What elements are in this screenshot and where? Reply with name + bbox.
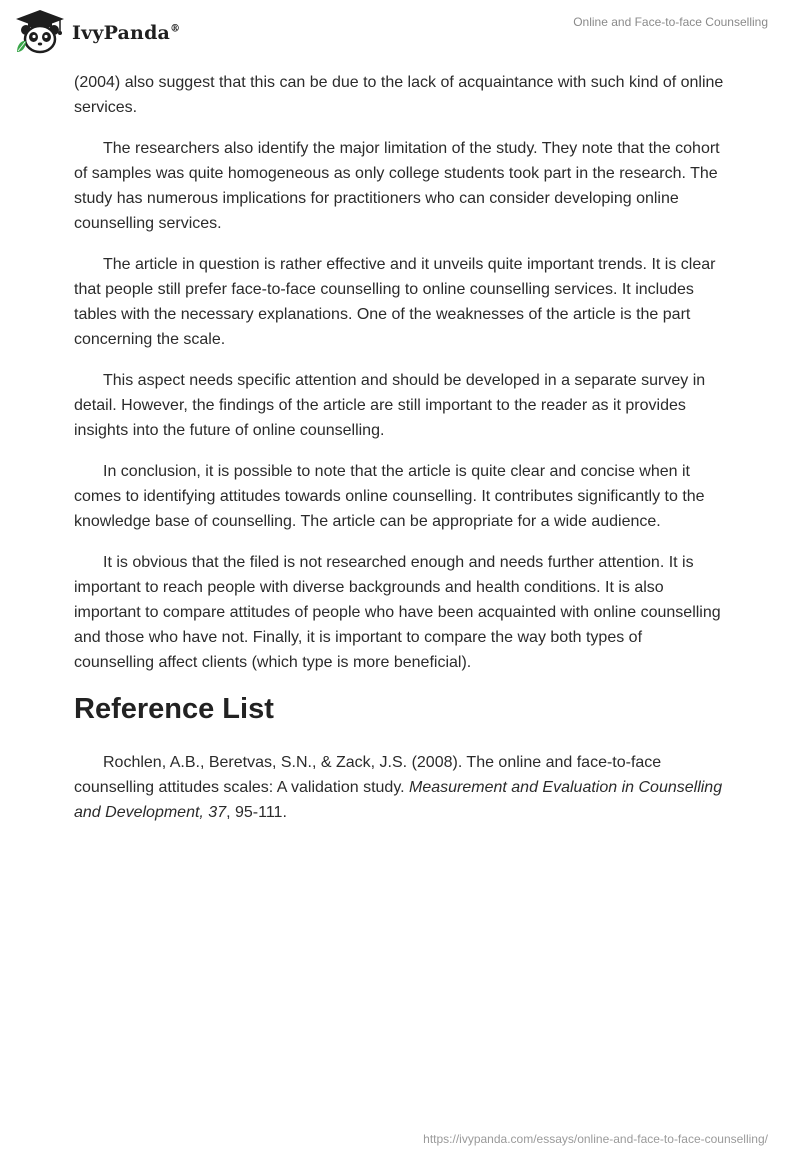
paragraph: (2004) also suggest that this can be due to the lack of acquaintance with such kind of online services. [74, 74, 724, 116]
document-body [74, 70, 724, 841]
reference-journal: Measurement and Evaluation in Counselling and Development, 37 [74, 779, 723, 821]
reference-entry [74, 750, 724, 825]
ivypanda-logo[interactable] [14, 8, 180, 56]
paragraph: It is obvious that the filed is not researched enough and needs further attention. It is important to reach people with diverse backgrounds and health conditions. It is also important to compare attitudes of people who have been acquainted with online counselling and those who have not. Finally, it is important to compare the way both types of counselling affect clients (which type is more beneficial). [74, 554, 721, 671]
logo-wordmark: IvyPanda® [72, 22, 181, 44]
paragraph: This aspect needs specific attention and should be developed in a separate survey in detail. However, the findings of the article are still important to the reader as it provides insights into the future of online counselling. [74, 372, 706, 439]
reference-list-heading: Reference List [74, 693, 274, 725]
reference-pages: , 95-111. [226, 804, 287, 821]
source-url-link[interactable]: https://ivypanda.com/essays/online-and-face-to-face-counselling/ [423, 1132, 768, 1146]
reference-authors-title: Rochlen, A.B., Beretvas, S.N., & Zack, J.S. (2008). The online and face-to-face counselling attitudes scales: A validation study. [74, 754, 662, 796]
paragraph: In conclusion, it is possible to note that the article is quite clear and concise when it comes to identifying attitudes towards online counselling. It contributes significantly to the knowledge base of counselling. The article can be appropriate for a wide audience. [74, 463, 705, 530]
page-header [0, 0, 800, 60]
panda-graduate-icon [14, 8, 66, 56]
paragraph: The article in question is rather effective and it unveils quite important trends. It is clear that people still prefer face-to-face counselling to online counselling services. It includes tables with the necessary explanations. One of the weaknesses of the article is the part concerning the scale. [74, 256, 716, 348]
paragraph: The researchers also identify the major limitation of the study. They note that the cohort of samples was quite homogeneous as only college students took part in the research. The study has numerous implications for practitioners who can consider developing online counselling services. [74, 140, 720, 232]
running-title: Online and Face-to-face Counselling [573, 15, 768, 29]
